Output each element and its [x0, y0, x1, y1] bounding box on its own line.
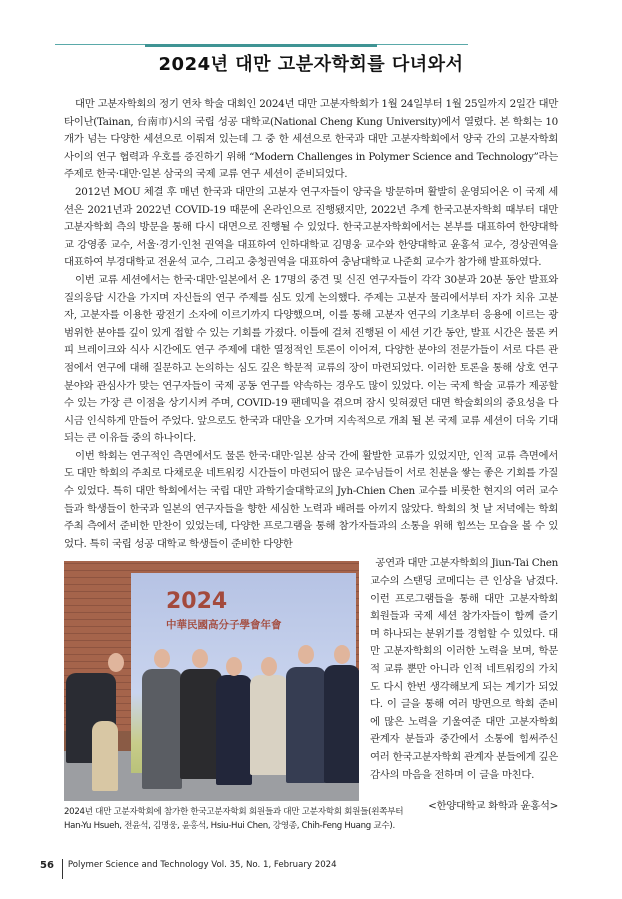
page-number: 56 — [40, 859, 54, 871]
paragraph-1: 대만 고분자학회의 정기 연차 학술 대회인 2024년 대만 고분자학회가 1월 24일부터 1월 25일까지 2일간 대만 타이난(Tainan, 台南市)시의 국립 성공 대학교(National Cheng Kung University)에서 열렸다. 본 학회는 10개가 넘는 다양한 세션으로 이뤄져 있는데 그 중 한 세션으로 한국과 대만 고분자학회에서 양국 간의 고분자학회 사이의 연구 협력과 우호를 증진하기 위해 “Modern Challenges in Polymer Science and Technology”라는 주제로 한국·대만·일본 삼국의 국제 교류 연구 세션이 준비되었다. — [64, 98, 558, 181]
group-photo — [64, 561, 359, 801]
caption-line-2: Han-Yu Hsueh, 전윤석, 김명웅, 윤홍석, Hsiu-Hui Chen, 강영종, Chih-Feng Huang 교수). — [64, 821, 395, 832]
banner-year: 2024 — [166, 589, 228, 615]
article-title: 2024년 대만 고분자학회를 다녀와서 — [158, 54, 464, 75]
header-rules — [64, 44, 558, 48]
article-body — [64, 96, 558, 553]
photo-and-text-row — [64, 555, 558, 833]
person — [324, 665, 359, 783]
header-rule-accent — [145, 44, 377, 47]
paragraph-3: 이번 교류 세션에서는 한국·대만·일본에서 온 17명의 중견 및 신진 연구자들이 각각 30분과 20분 동안 발표와 질의응답 시간을 가지며 자신들의 연구 주제를 심도 있게 논의했다. 주제는 고분자 물리에서부터 자가 치유 고분자, 고분자를 이용한 광전기 소자에 이르기까지 다양했으며, 이를 통해 고분자 연구의 기초부터 응용에 이르는 광범위한 분야를 깊이 있게 접할 수 있는 기회를 가졌다. 이틀에 걸쳐 진행된 이 세션 기간 동안, 발표 시간은 물론 커피 브레이크와 식사 시간에도 연구 주제에 대한 열정적인 토론이 이어져, 다양한 분야의 전문가들이 서로 다른 관점에서 연구에 대해 질문하고 논의하는 심도 깊은 학문적 교류의 장이 마련되었다. 이러한 토론을 통해 상호 연구 분야와 관심사가 맞는 연구자들이 국제 공동 연구를 약속하는 경우도 많이 있었다. 이는 국제 학술 교류가 제공할 수 있는 가장 큰 이점을 상기시켜 주며, COVID-19 팬데믹을 겪으며 잠시 잊혀졌던 대면 학술회의의 중요성을 다시금 인식하게 만들어 주었다. 앞으로도 한국과 대만을 오가며 지속적으로 개최 될 본 국제 교류 세션이 더욱 기대되는 큰 이유들 중의 하나이다. — [64, 273, 558, 445]
journal-info: Polymer Science and Technology Vol. 35, No. 1, February 2024 — [67, 860, 337, 871]
continuation-first-line: 공연과 대만 고분자학회의 Jiun-Tai Chen — [375, 557, 558, 570]
caption-line-1: 2024년 대만 고분자학회에 참가한 한국고분자학회 회원들과 대만 고분자학회 회원들(왼쪽부터 — [64, 807, 404, 818]
paragraph-2: 2012년 MOU 체결 후 매년 한국과 대만의 고분자 연구자들이 양국을 방문하며 활발히 운영되어온 이 국제 세션은 2021년과 2022년 COVID-19 때문에 온라인으로 진행됐지만, 2022년 추계 한국고분자학회 때부터 대만 고분자학회 측의 방문을 통해 다시 대면으로 진행될 수 있었다. 한국고분자학회에서는 본부를 대표하여 한양대학교 강영종 교수, 서울·경기·인천 권역을 대표하여 인하대학교 김명웅 교수와 한양대학교 윤홍석 교수, 경상권역을 대표하여 부경대학교 전윤석 교수, 그리고 충청권역을 대표하여 충남대학교 나준희 교수가 참가해 발표하였다. — [64, 185, 558, 269]
person — [216, 675, 252, 785]
person — [250, 675, 288, 775]
photo-column — [64, 555, 404, 833]
footer-divider — [62, 859, 63, 879]
person-legs — [92, 721, 118, 791]
page-footer — [40, 851, 558, 879]
author-signature: <한양대학교 화학과 윤홍석> — [428, 800, 558, 813]
paragraph-4: 이번 학회는 연구적인 측면에서도 물론 한국·대만·일본 삼국 간에 활발한 교류가 있었지만, 인적 교류 측면에서도 대만 학회의 주최로 다채로운 네트워킹 시간들이 마련되어 많은 교수님들이 서로 친분을 쌓는 좋은 기회를 가질 수 있었다. 특히 대만 학회에서는 국립 대만 과학기술대학교의 Jyh-Chien Chen 교수를 비롯한 현지의 여러 교수들과 학생들이 한국과 일본의 연구자들을 향한 세심한 노력과 배려를 아끼지 않았다. 학회의 첫 날 저녁에는 학회 주최 측에서 준비한 만찬이 있었는데, 다양한 프로그램을 통해 참가자들과의 소통을 위해 힘쓰는 모습을 볼 수 있었다. 특히 국립 성공 대학교 학생들이 준비한 다양한 — [64, 449, 558, 550]
banner-title: 中華民國高分子學會年會 — [166, 619, 282, 632]
paragraph-4-continued: 교수의 스탠딩 코메디는 큰 인상을 남겼다. 이런 프로그램들을 통해 대만 고분자학회 회원들과 국제 세션 참가자들이 함께 즐기며 하나되는 분위기를 경험할 수 있었다. 대만 고분자학회의 이러한 노력을 보며, 학문적 교류 뿐만 아니라 인적 네트워킹의 가치도 다시 한번 생각해보게 되는 계기가 되었다. 이 글을 통해 여러 방면으로 학회 준비에 많은 노력을 기울여준 대만 고분자학회 관계자 분들과 중간에서 소통에 힘써주신 여러 한국고분자학회 관계자 분들에게 깊은 감사의 마음을 전하며 이 글을 마친다. — [370, 575, 558, 781]
article-body-continued — [370, 555, 558, 815]
photo-caption — [64, 805, 404, 833]
person — [286, 667, 326, 783]
person — [142, 669, 182, 789]
